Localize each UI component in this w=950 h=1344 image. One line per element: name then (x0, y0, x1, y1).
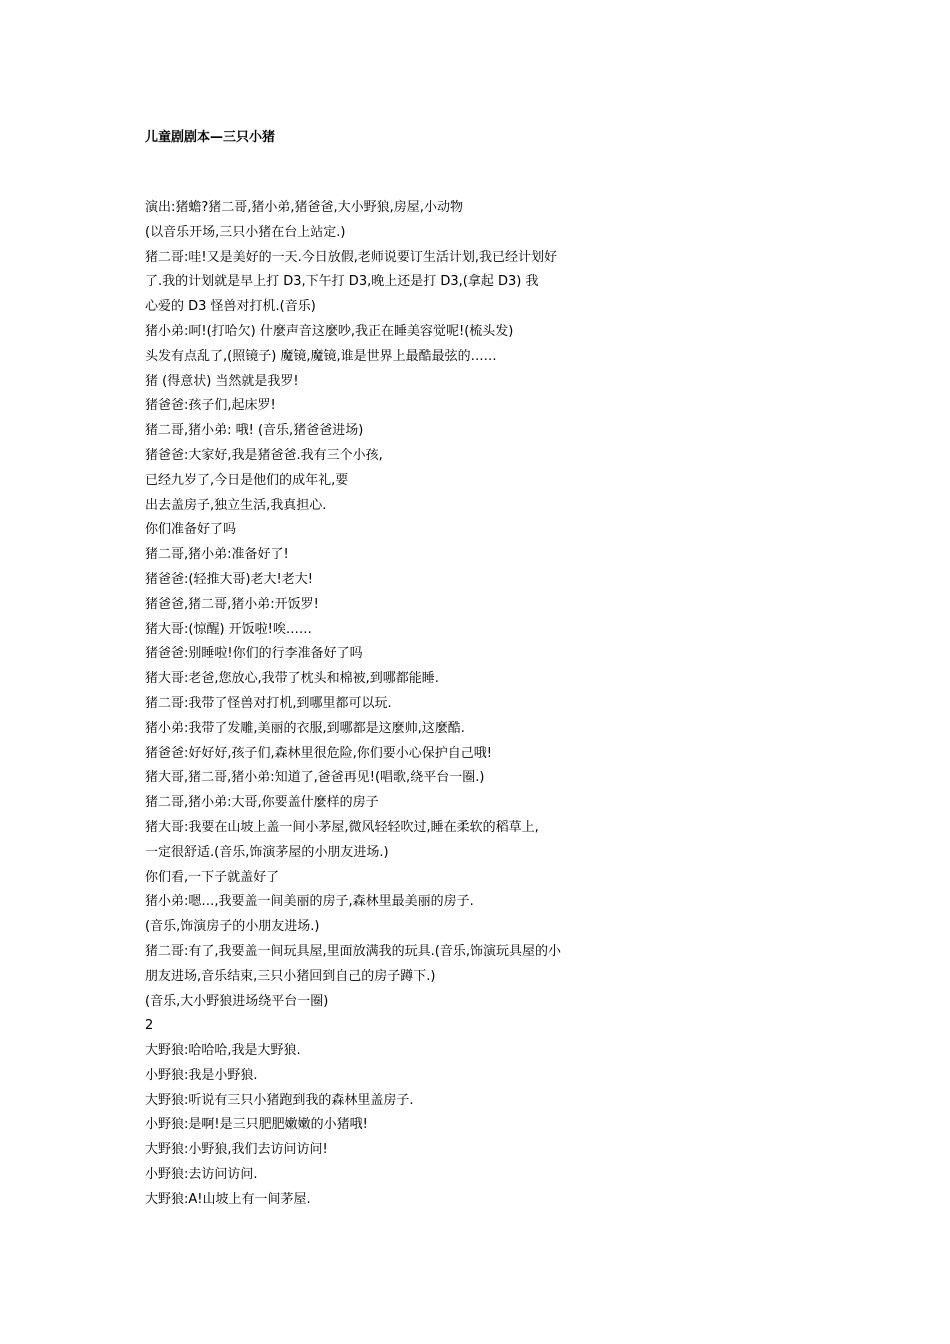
script-line: 你们看,一下子就盖好了 (145, 869, 280, 885)
script-line: 已经九岁了,今日是他们的成年礼,要 (145, 472, 349, 488)
script-line: 了.我的计划就是早上打 D3,下午打 D3,晚上还是打 D3,(拿起 D3) 我 (145, 274, 539, 290)
script-line: 猪 (得意状) 当然就是我罗! (145, 373, 299, 389)
script-line: 猪爸爸:好好好,孩子们,森林里很危险,你们要小心保护自己哦! (145, 745, 492, 761)
script-line: 小野狼:去访问访问. (145, 1167, 258, 1183)
script-line: (音乐,饰演房子的小朋友进场.) (145, 919, 320, 935)
script-line: 小野狼:是啊!是三只肥肥嫩嫩的小猪哦! (145, 1117, 368, 1133)
script-line: (以音乐开场,三只小猪在台上站定.) (145, 224, 346, 240)
script-line: 猪二哥:我带了怪兽对打机,到哪里都可以玩. (145, 695, 392, 711)
script-line: 小野狼:我是小野狼. (145, 1067, 258, 1083)
script-line: 猪二哥:有了,我要盖一间玩具屋,里面放满我的玩具.(音乐,饰演玩具屋的小 (145, 943, 561, 959)
script-line: 头发有点乱了,(照镜子) 魔镜,魔镜,谁是世界上最酷最弦的…… (145, 348, 497, 364)
script-line: 猪小弟:嗯…,我要盖一间美丽的房子,森林里最美丽的房子. (145, 894, 474, 910)
script-line: 朋友进场,音乐结束,三只小猪回到自己的房子蹲下.) (145, 968, 436, 984)
script-line: 猪爸爸,猪二哥,猪小弟:开饭罗! (145, 596, 319, 612)
script-line: 猪爸爸:(轻推大哥)老大!老大! (145, 571, 313, 587)
script-body (145, 196, 615, 1213)
script-line: 大野狼:小野狼,我们去访问访问! (145, 1142, 328, 1158)
script-line: 大野狼:A!山坡上有一间茅屋. (145, 1191, 311, 1207)
script-line: 出去盖房子,独立生活,我真担心. (145, 497, 327, 513)
script-line: 大野狼:哈哈哈,我是大野狼. (145, 1043, 301, 1059)
script-line: 猪二哥:哇!又是美好的一天.今日放假,老师说要订生活计划,我已经计划好 (145, 249, 557, 265)
script-line: 一定很舒适.(音乐,饰演茅屋的小朋友进场.) (145, 844, 389, 860)
script-line: 猪爸爸:孩子们,起床罗! (145, 398, 276, 414)
script-line: 猪二哥,猪小弟:大哥,你要盖什麼样的房子 (145, 795, 379, 811)
script-line: 你们准备好了吗 (145, 522, 237, 538)
script-line: 猪大哥:(惊醒) 开饭啦!唉…… (145, 621, 312, 637)
script-line: 猪大哥:老爸,您放心,我带了枕头和棉被,到哪都能睡. (145, 671, 439, 687)
script-line: 心爱的 D3 怪兽对打机.(音乐) (145, 299, 316, 315)
script-line: 猪小弟:呵!(打哈欠) 什麼声音这麼吵,我正在睡美容觉呢!(梳头发) (145, 323, 514, 339)
script-line: (音乐,大小野狼进场绕平台一圈) (145, 993, 329, 1009)
script-line: 猪爸爸:大家好,我是猪爸爸.我有三个小孩, (145, 447, 383, 463)
script-line: 猪二哥,猪小弟: 哦! (音乐,猪爸爸进场) (145, 423, 364, 439)
script-line: 猪大哥,猪二哥,猪小弟:知道了,爸爸再见!(唱歌,绕平台一圈.) (145, 770, 485, 786)
script-line: 猪二哥,猪小弟:准备好了! (145, 547, 289, 563)
script-line: 2 (145, 1018, 154, 1034)
script-line: 演出:猪蟾?猪二哥,猪小弟,猪爸爸,大小野狼,房屋,小动物 (145, 200, 463, 215)
script-line: 猪大哥:我要在山坡上盖一间小茅屋,微风轻轻吹过,睡在柔软的稻草上, (145, 819, 539, 835)
script-line: 猪小弟:我带了发雕,美丽的衣服,到哪都是这麼帅,这麼酷. (145, 720, 465, 736)
document-title: 儿童剧剧本—三只小猪 (145, 130, 276, 145)
script-line: 猪爸爸:别睡啦!你们的行李准备好了吗 (145, 646, 363, 662)
script-line: 大野狼:听说有三只小猪跑到我的森林里盖房子. (145, 1092, 414, 1108)
